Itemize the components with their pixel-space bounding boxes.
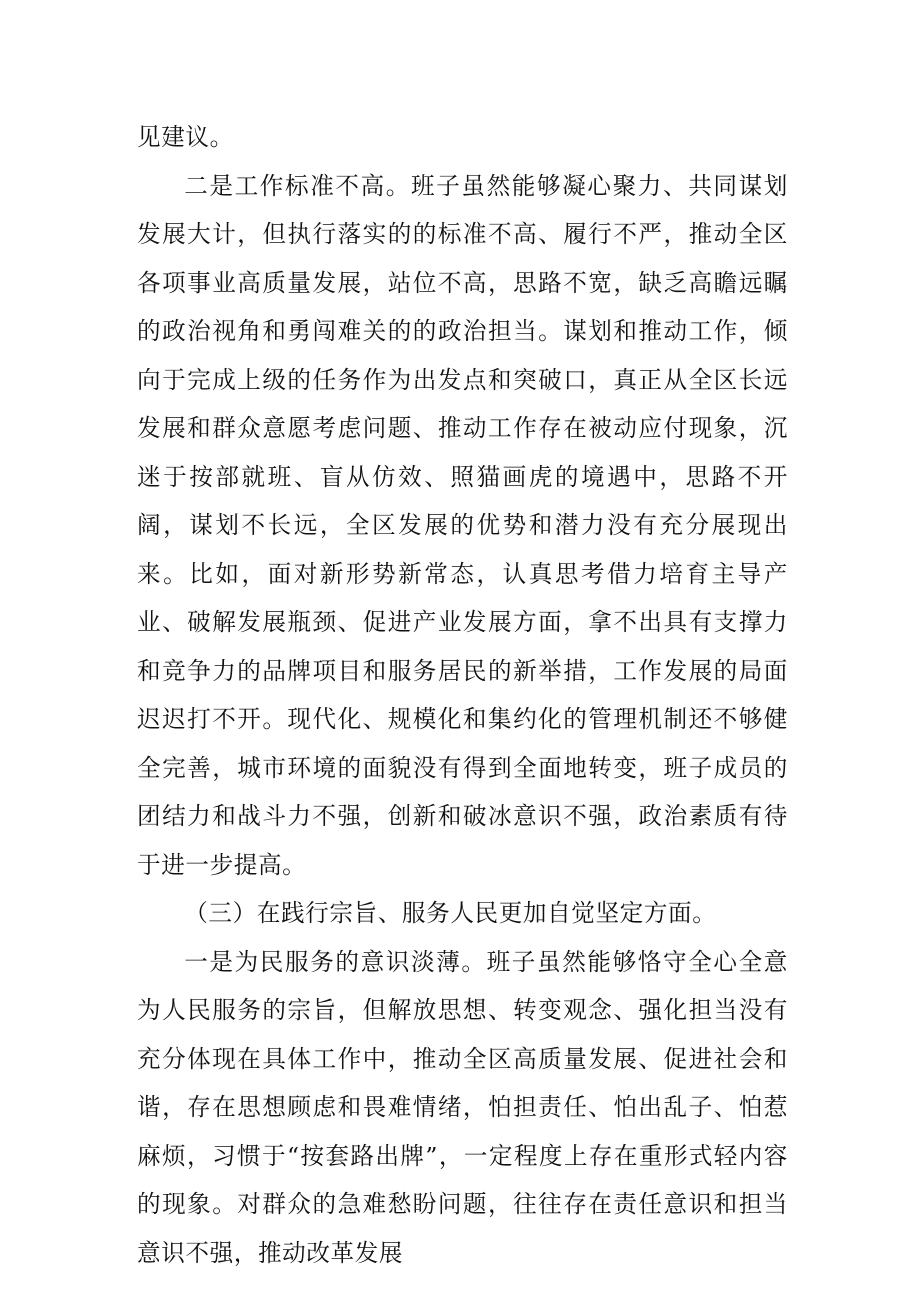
paragraph-continuation: 见建议。 xyxy=(137,123,234,151)
document-body xyxy=(137,113,788,1277)
paragraph-service-awareness: 一是为民服务的意识淡薄。班子虽然能够恪守全心全意为人民服务的宗旨，但解放思想、转变观念、强化担当没有充分体现在具体工作中，推动全区高质量发展、促进社会和谐，存在思想顾虑和畏难情绪，怕担责任、怕出乱子、怕惹麻烦，习惯于“按套路出牌”，一定程度上存在重形式轻内容的现象。对群众的急难愁盼问题，往往存在责任意识和担当意识不强，推动改革发展 xyxy=(137,947,788,1267)
section-heading-3: （三）在践行宗旨、服务人民更加自觉坚定方面。 xyxy=(184,899,717,927)
paragraph-work-standards: 二是工作标准不高。班子虽然能够凝心聚力、共同谋划发展大计，但执行落实的的标准不高、履行不严，推动全区各项事业高质量发展，站位不高，思路不宽，缺乏高瞻远瞩的政治视角和勇闯难关的的政治担当。谋划和推动工作，倾向于完成上级的任务作为出发点和突破口，真正从全区长远发展和群众意愿考虑问题、推动工作存在被动应付现象，沉迷于按部就班、盲从仿效、照猫画虎的境遇中，思路不开阔，谋划不长远，全区发展的优势和潜力没有充分展现出来。比如，面对新形势新常态，认真思考借力培育主导产业、破解发展瓶颈、促进产业发展方面，拿不出具有支撑力和竞争力的品牌项目和服务居民的新举措，工作发展的局面迟迟打不开。现代化、规模化和集约化的管理机制还不够健全完善，城市环境的面貌没有得到全面地转变，班子成员的团结力和战斗力不强，创新和破冰意识不强，政治素质有待于进一步提高。 xyxy=(137,171,788,879)
